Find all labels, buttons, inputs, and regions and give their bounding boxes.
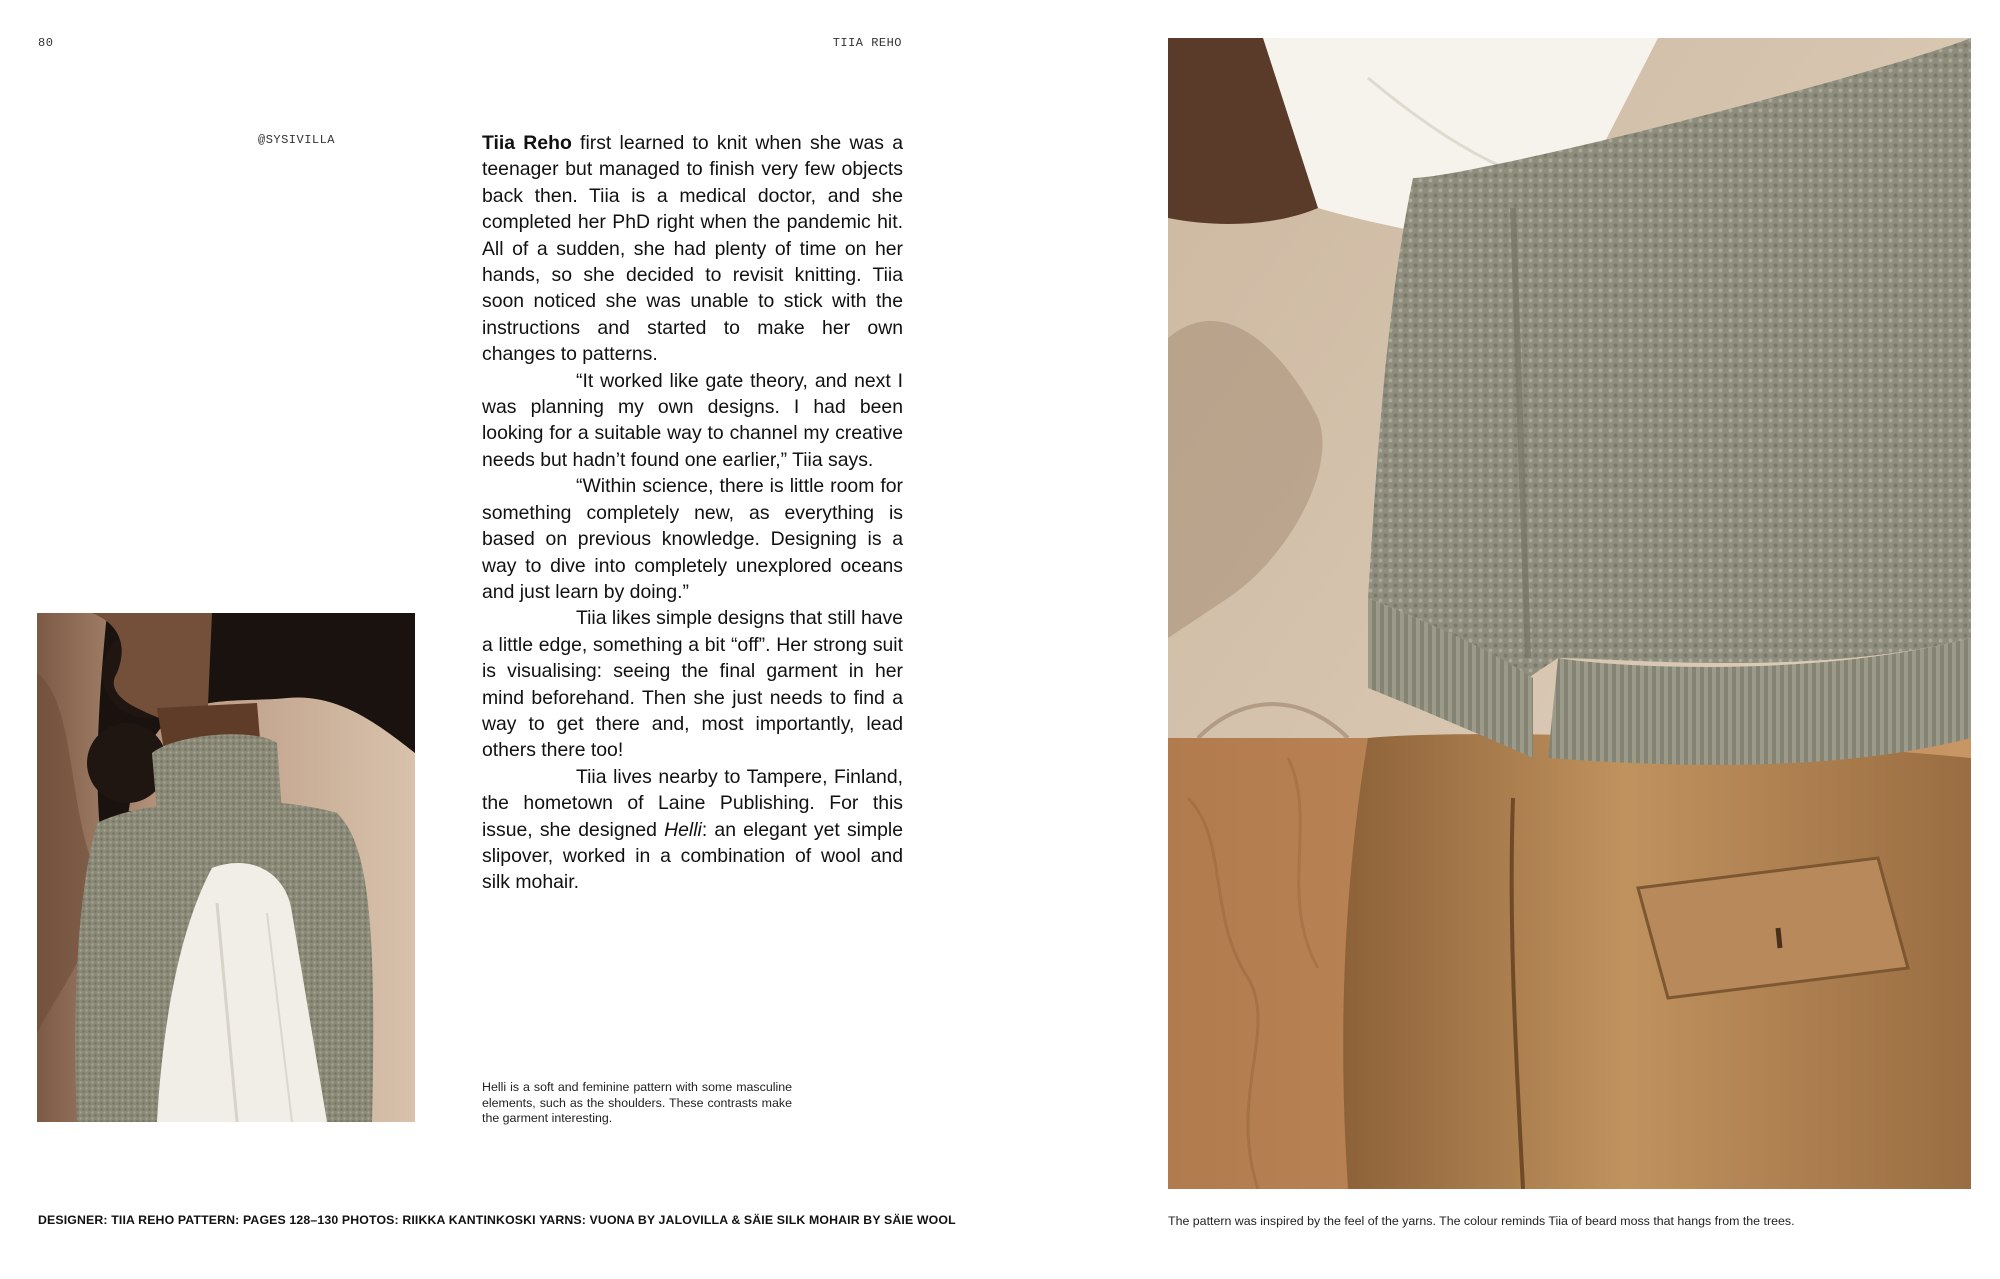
page-number: 80 bbox=[38, 36, 54, 50]
paragraph-4: Tiia likes simple designs that still have a little edge, something a bit “off”. Her strong suit is visualising: seeing the final garment in her mind beforehand. Then she just needs to find a way to get there and, most importantly, lead others there too! bbox=[482, 607, 903, 762]
pattern-title: Helli bbox=[664, 818, 702, 841]
caption-left: Helli is a soft and feminine pattern with some masculine elements, such as the shoulders. These contrasts make the garment interesting. bbox=[482, 1080, 792, 1125]
designer-name: Tiia Reho bbox=[482, 132, 572, 154]
paragraph-5-start: Tiia lives nearby to Tampere, Finland, the hometown of Laine Publishing. For this issue, she designed bbox=[482, 765, 903, 841]
paragraph-2: “It worked like gate theory, and next I was planning my own designs. I had been looking for a suitable way to channel my creative needs but hadn’t found one earlier,” Tiia says. bbox=[482, 369, 903, 471]
credits-line: DESIGNER: TIIA REHO PATTERN: PAGES 128–130 PHOTOS: RIIKKA KANTINKOSKI YARNS: VUONA BY JALOVILLA & SÄIE SILK MOHAIR BY SÄIE WOOL bbox=[38, 1213, 956, 1227]
article-body bbox=[482, 130, 903, 896]
designer-handle: @SYSIVILLA bbox=[258, 133, 336, 147]
photo-slipover-closeup-art bbox=[1168, 38, 1971, 1189]
paragraph-1-text: first learned to knit when she was a teenager but managed to finish very few objects back then. Tiia is a medical doctor, and she completed her PhD right when the pandemic hit. All of a sudden, she had plenty of time on her hands, so she decided to revisit knitting. Tiia soon noticed she was unable to stick with the instructions and started to make her own changes to patterns. bbox=[482, 132, 903, 366]
paragraph-5 bbox=[482, 764, 903, 896]
photo-model-profile bbox=[37, 613, 415, 1122]
photo-model-profile-art bbox=[37, 613, 415, 1122]
caption-right: The pattern was inspired by the feel of the yarns. The colour reminds Tiia of beard moss that hangs from the trees. bbox=[1168, 1214, 1795, 1228]
paragraph-5-end: : an elegant yet simple slipover, worked in a combination of wool and silk mohair. bbox=[482, 818, 903, 894]
paragraph-1 bbox=[482, 130, 903, 368]
paragraph-3: “Within science, there is little room for something completely new, as everything is based on previous knowledge. Designing is a way to dive into completely unexplored oceans and just learn by doing.” bbox=[482, 475, 903, 603]
running-head: TIIA REHO bbox=[832, 36, 902, 50]
photo-slipover-closeup bbox=[1168, 38, 1971, 1189]
